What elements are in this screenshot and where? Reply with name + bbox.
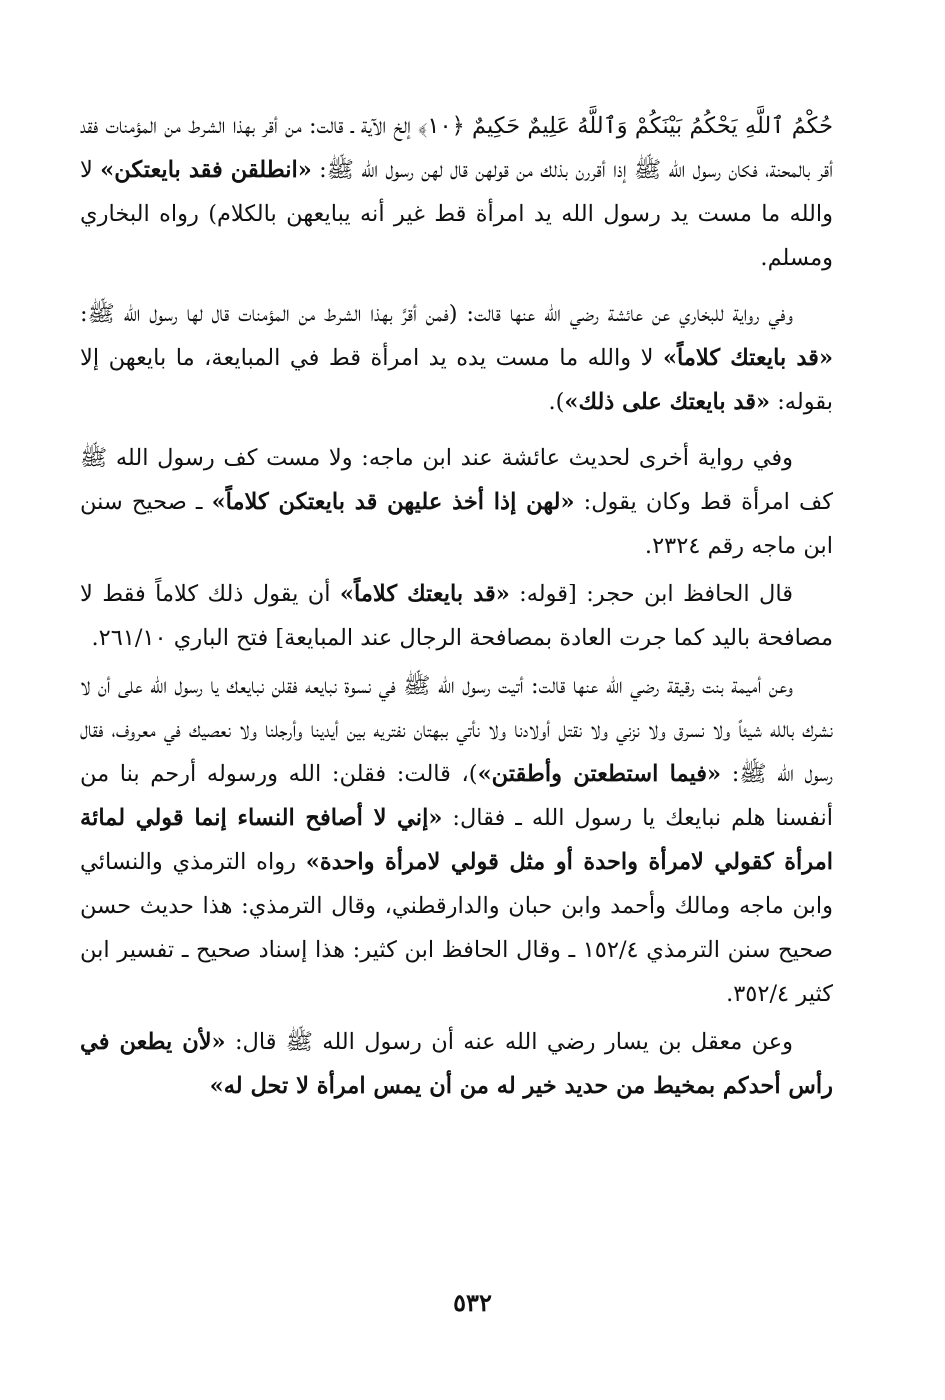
- paragraph: [80, 572, 833, 660]
- paragraph-text: وعن معقل بن يسار رضي الله عنه أن رسول الله ﷺ قال:: [225, 1029, 793, 1055]
- paragraph-text: ).: [548, 389, 565, 415]
- hadith-quote: «قد بايعتك كلاماً»: [662, 345, 834, 371]
- paragraph-text: )، قالت: فقلن: الله ورسوله أرحم بنا من أنفسنا هلم نبايعك يا رسول الله ـ فقال:: [80, 761, 833, 831]
- hadith-quote: «قد بايعتك على ذلك»: [564, 389, 771, 415]
- hadith-quote: «لهن إذا أخذ عليهن قد بايعتكن كلاماً»: [211, 489, 575, 515]
- paragraph-text: رواه الترمذي والنسائي وابن ماجه ومالك وأحمد وابن حبان والدارقطني، وقال الترمذي: هذا حديث حسن صحيح سنن الترمذي ١٥٢/٤ ـ وقال الحافظ ابن كثير: هذا إسناد صحيح ـ تفسير ابن كثير ٣٥٢/٤.: [80, 849, 834, 1007]
- paragraph: [80, 104, 833, 280]
- quran-verse-text: حُكْمُ ٱللَّهِ يَحْكُمُ بَيْنَكُمْ وَٱللَّهُ عَلِيمٌ حَكِيمٌ ﴿١٠﴾ إلخ الآية ـ قالت: من أقر بهذا الشرط من المؤمنات فقد أقر بالمحنة، فكان رسول الله ﷺ إذا أقررن بذلك من قولهن قال لهن رسول الله ﷺ:: [80, 113, 834, 183]
- paragraph-text: لا والله ما مست يده يد امرأة قط في المبايعة، ما بايعهن إلا بقوله:: [80, 345, 833, 415]
- hadith-quote: «لأن يطعن في رأس أحدكم بمخيط من حديد خير له من أن يمس امرأة لا تحل له»: [80, 1029, 833, 1099]
- paragraph: [80, 664, 833, 1016]
- paragraph-text: ـ صحيح سنن ابن ماجه رقم ٢٣٢٤.: [80, 489, 833, 559]
- hadith-quote: «إني لا أصافح النساء إنما قولي لمائة امرأة كقولي لامرأة واحدة أو مثل قولي لامرأة واحدة»: [80, 805, 833, 875]
- hadith-quote: «فيما استطعتن وأطقتن»: [477, 761, 722, 787]
- paragraph: [80, 436, 833, 568]
- paragraph-text: وفي رواية للبخاري عن عائشة رضي الله عنها قالت: (فمن أقرَّ بهذا الشرط من المؤمنات قال لها رسول الله ﷺ:: [80, 301, 793, 327]
- hadith-quote: «قد بايعتك كلاماً»: [339, 581, 510, 607]
- hadith-quote: «انطلقن فقد بايعتكن»: [100, 157, 312, 183]
- paragraph-text: قال الحافظ ابن حجر: [قوله:: [509, 581, 793, 607]
- paragraph-text: وعن أميمة بنت رقيقة رضي الله عنها قالت: أتيت رسول الله ﷺ في نسوة نبايعه فقلن نبايعك يا رسول الله على أن لا نشرك بالله شيئاً ولا نسرق ولا نزني ولا نقتل أولادنا ولا نأتي ببهتان نفتريه بين أيدينا وأرجلنا ولا نعصيك في معروف، فقال رسول الله ﷺ:: [80, 673, 833, 787]
- paragraph-text: لا والله ما مست يد رسول الله يد امرأة قط غير أنه يبايعهن بالكلام) رواه البخاري ومسلم.: [80, 157, 833, 271]
- body-text: [80, 104, 833, 1108]
- page-number: ٥٣٢: [453, 1288, 492, 1317]
- paragraph-text: أن يقول ذلك كلاماً فقط لا مصافحة باليد كما جرت العادة بمصافحة الرجال عند المبايعة] فتح الباري ٢٦١/١٠.: [80, 581, 833, 651]
- paragraph-text: وفي رواية أخرى لحديث عائشة عند ابن ماجه: ولا مست كف رسول الله ﷺ كف امرأة قط وكان يقول:: [80, 445, 833, 515]
- paragraph: [80, 1020, 833, 1108]
- paragraph: [80, 292, 833, 424]
